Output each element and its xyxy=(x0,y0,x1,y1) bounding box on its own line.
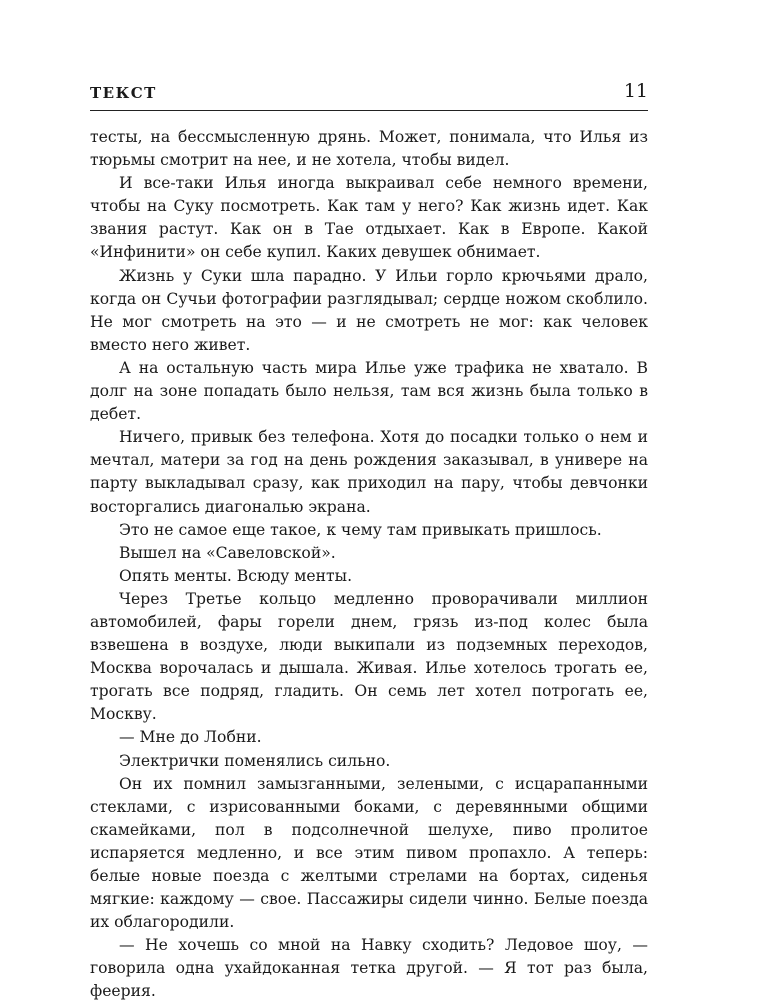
page-number: 11 xyxy=(623,80,648,102)
paragraph: И все-таки Илья иногда выкраивал себе немного времени, чтобы на Суку посмотреть. Как там у него? Как жизнь идет. Как звания растут. Как он в Тае отдыхает. Как в Европе. Какой «Инфинити» он себе купил. Каких девушек обнимает. xyxy=(90,174,648,262)
paragraph: Это не самое еще такое, к чему там привыкать пришлось. xyxy=(119,520,602,539)
paragraph: Вышел на «Савеловской». xyxy=(119,543,336,562)
paragraph: — Мне до Лобни. xyxy=(119,728,262,747)
paragraph: — Не хочешь со мной на Навку сходить? Ледовое шоу, — говорила одна ухайдоканная тетка другой. — Я тот раз была, феерия. xyxy=(90,936,648,1001)
paragraph: Он их помнил замызганными, зелеными, с исцарапанными стеклами, с изрисованными боками, с деревянными общими скамейками, пол в подсолнечной шелухе, пиво пролитое испаряется медленно, и все этим пивом пропахло. А теперь: белые новые поезда с желтыми стрелами на бортах, сиденья мягкие: каждому — свое. Пассажиры сидели чинно. Белые поезда их облагородили. xyxy=(90,774,648,932)
paragraph: Опять менты. Всюду менты. xyxy=(119,566,353,585)
paragraph: Электрички поменялись сильно. xyxy=(119,751,391,770)
paragraph: А на остальную часть мира Илье уже трафика не хватало. В долг на зоне попадать было нельзя, там вся жизнь была только в дебет. xyxy=(90,358,648,424)
paragraph: Жизнь у Суки шла парадно. У Ильи горло крючьями драло, когда он Сучьи фотографии разглядывал; сердце ножом скоблило. Не мог смотреть на это — и не смотреть не мог: как человек вместо него живет. xyxy=(90,266,648,354)
paragraph: Ничего, привык без телефона. Хотя до посадки только о нем и мечтал, матери за год на день рождения заказывал, в универе на парту выкладывал сразу, как приходил на пару, чтобы девчонки восторгались диагональю экрана. xyxy=(90,428,648,516)
header-rule xyxy=(90,110,648,111)
paragraph: Через Третье кольцо медленно проворачивали миллион автомобилей, фары горели днем, грязь из-под колес была взвешена в воздухе, люди выкипали из подземных переходов, Москва ворочалась и дышала. Живая. Илье хотелось трогать ее, трогать все подряд, гладить. Он семь лет хотел потрогать ее, Москву. xyxy=(90,589,648,724)
running-head-title: ТЕКСТ xyxy=(90,84,157,102)
body-text xyxy=(90,126,648,1004)
running-head xyxy=(90,80,648,110)
paragraph: тесты, на бессмысленную дрянь. Может, понимала, что Илья из тюрьмы смотрит на нее, и не хотела, чтобы видел. xyxy=(90,128,648,170)
